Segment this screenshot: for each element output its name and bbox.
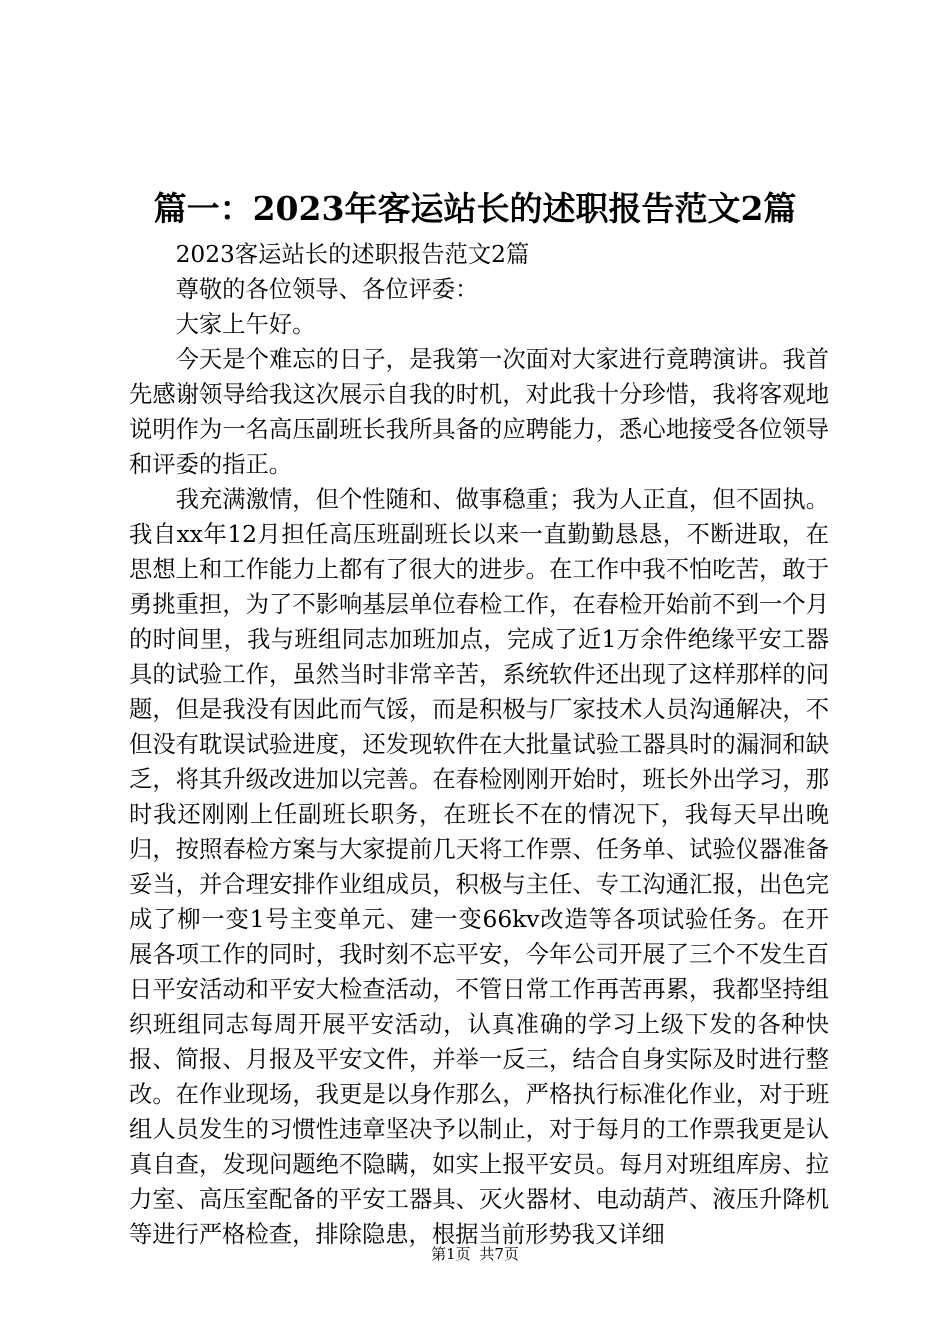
page-total: 共7页 [479,1245,519,1263]
document-title: 篇一：2023年客运站长的述职报告范文2篇 [153,189,797,228]
page-number: 第1页 [431,1245,471,1263]
paragraph-main: 我充满激情，但个性随和、做事稳重；我为人正直，但不固执。我自xx年12月担任高压班副班长以来一直勤勤恳恳，不断进取，在思想上和工作能力上都有了很大的进步。在工作中我不怕吃苦，敢于勇挑重担，为了不影响基层单位春检工作，在春检开始前不到一个月的时间里，我与班组同志加班加点，完成了近1万余件绝缘平安工器具的试验工作，虽然当时非常辛苦，系统软件还出现了这样那样的问题，但是我没有因此而气馁，而是积极与厂家技术人员沟通解决，不但没有耽误试验进度，还发现软件在大批量试验工器具时的漏洞和缺乏，将其升级改进加以完善。在春检刚刚开始时，班长外出学习，那时我还刚刚上任副班长职务，在班长不在的情况下，我每天早出晚归，按照春检方案与大家提前几天将工作票、任务单、试验仪器准备妥当，并合理安排作业组成员，积极与主任、专工沟通汇报，出色完成了柳一变1号主变单元、建一变66kv改造等各项试验任务。在开展各项工作的同时，我时刻不忘平安，今年公司开展了三个不发生百日平安活动和平安大检查活动，不管日常工作再苦再累，我都坚持组织班组同志每周开展平安活动，认真准确的学习上级下发的各种快报、简报、月报及平安文件，并举一反三，结合自身实际及时进行整改。在作业现场，我更是以身作那么，严格执行标准化作业，对于班组人员发生的习惯性违章坚决予以制止，对于每月的工作票我更是认真自查，发现问题绝不隐瞒，如实上报平安员。每月对班组库房、拉力室、高压室配备的平安工器具、灭火器材、电动葫芦、液压升降机等进行严格检查，排除隐患，根据当前形势我又详细 [129,486,829,1248]
paragraph-salutation: 尊敬的各位领导、各位评委： [175,276,479,303]
paragraph-greeting: 大家上午好。 [175,311,316,338]
document-body [129,237,829,1252]
page-footer [0,1244,950,1264]
paragraph-intro: 今天是个难忘的日子，是我第一次面对大家进行竟聘演讲。我首先感谢领导给我这次展示自我的时机，对此我十分珍惜，我将客观地说明作为一名高压副班长我所具备的应聘能力，悉心地接受各位领导和评委的指正。 [129,346,829,478]
paragraph-subtitle: 2023客运站长的述职报告范文2篇 [175,241,530,268]
